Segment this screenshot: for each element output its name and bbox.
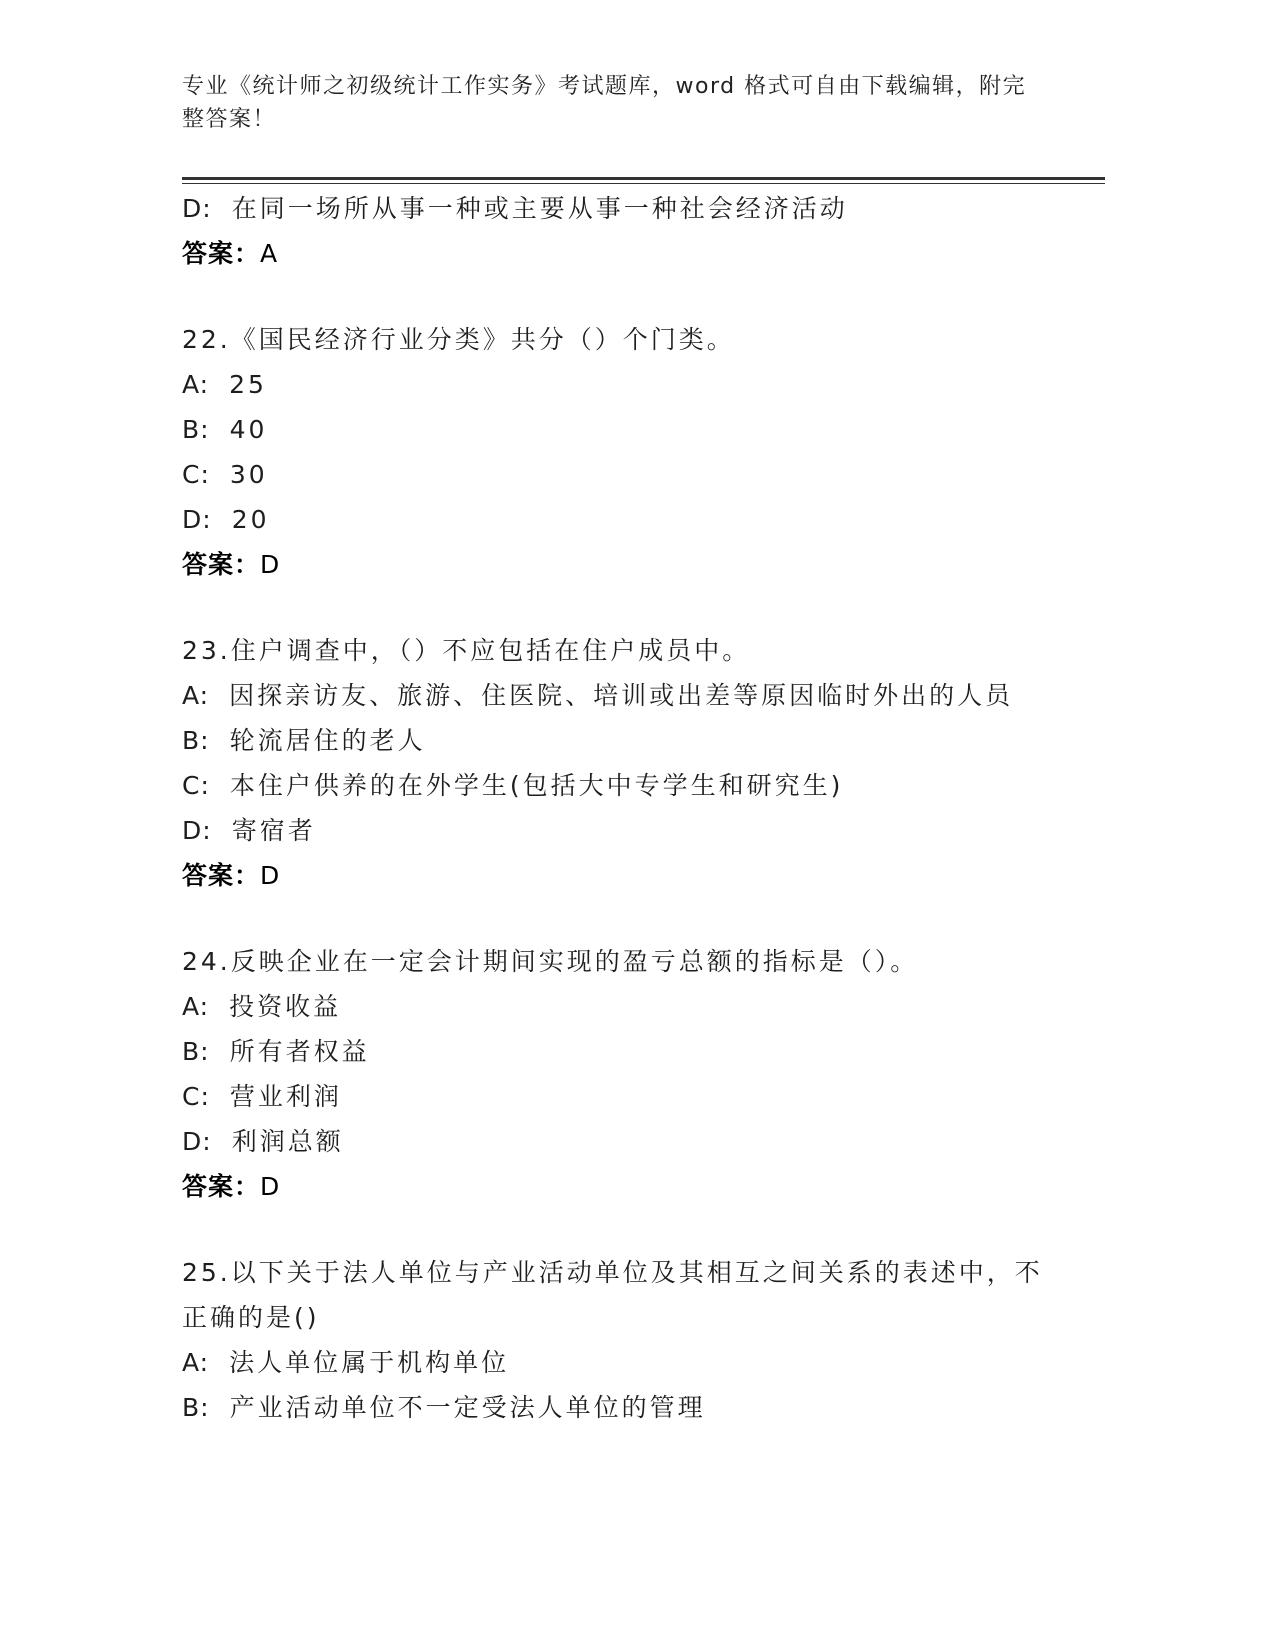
option-text: 营业利润 — [229, 1082, 342, 1111]
option-text: 20 — [231, 505, 270, 534]
question-22 — [182, 317, 1082, 587]
option-text: 寄宿者 — [231, 816, 316, 845]
option-a — [182, 673, 1082, 718]
option-d — [182, 186, 1082, 231]
question-list — [182, 186, 1082, 1430]
answer-label: 答案： — [182, 550, 261, 579]
answer — [182, 542, 1082, 587]
option-text: 因探亲访友、旅游、住医院、培训或出差等原因临时外出的人员 — [229, 681, 1014, 710]
option-text: 产业活动单位不一定受法人单位的管理 — [229, 1393, 706, 1422]
header-rule-thick — [182, 177, 1105, 180]
document-header — [182, 70, 1042, 136]
option-text: 轮流居住的老人 — [229, 726, 426, 755]
answer-value: D — [260, 1172, 281, 1201]
option-c — [182, 763, 1082, 808]
answer-value: D — [260, 861, 281, 890]
header-rule-thin — [182, 183, 1105, 184]
answer-value: A — [260, 239, 279, 268]
option-key: B: — [182, 726, 210, 755]
question-24 — [182, 939, 1082, 1209]
option-key: D: — [182, 505, 212, 534]
option-key: C: — [182, 1082, 210, 1111]
option-text: 本住户供养的在外学生(包括大中专学生和研究生) — [229, 771, 844, 800]
header-line-2: 整答案！ — [182, 107, 277, 132]
question-stem: 24.反映企业在一定会计期间实现的盈亏总额的指标是（）。 — [182, 947, 919, 976]
option-d — [182, 497, 1082, 542]
option-text: 投资收益 — [229, 992, 342, 1021]
option-key: A: — [182, 370, 210, 399]
answer-label: 答案： — [182, 861, 261, 890]
question-23 — [182, 628, 1082, 898]
option-b — [182, 1029, 1082, 1074]
answer — [182, 853, 1082, 898]
option-text: 法人单位属于机构单位 — [229, 1348, 510, 1377]
option-text: 所有者权益 — [229, 1037, 370, 1066]
option-c — [182, 1074, 1082, 1119]
option-key: C: — [182, 460, 210, 489]
option-text: 25 — [229, 370, 267, 399]
answer-value: D — [260, 550, 281, 579]
option-text: 利润总额 — [231, 1127, 344, 1156]
answer-label: 答案： — [182, 239, 261, 268]
question-stem: 22.《国民经济行业分类》共分（）个门类。 — [182, 325, 735, 354]
option-b — [182, 1385, 1082, 1430]
option-a — [182, 362, 1082, 407]
option-key: A: — [182, 681, 210, 710]
option-c — [182, 452, 1082, 497]
option-key: D: — [182, 194, 212, 223]
option-d — [182, 808, 1082, 853]
option-key: C: — [182, 771, 210, 800]
question-stem: 23.住户调查中，（）不应包括在住户成员中。 — [182, 636, 751, 665]
option-key: A: — [182, 992, 210, 1021]
option-text: 40 — [229, 415, 268, 444]
header-line-1: 专业《统计师之初级统计工作实务》考试题库，word 格式可自由下载编辑，附完 — [182, 74, 1027, 99]
question-stem-line-1: 25.以下关于法人单位与产业活动单位及其相互之间关系的表述中，不 — [182, 1258, 1043, 1287]
answer-label: 答案： — [182, 1172, 261, 1201]
option-key: D: — [182, 816, 212, 845]
option-b — [182, 718, 1082, 763]
option-a — [182, 1340, 1082, 1385]
question-21-partial — [182, 186, 1082, 276]
option-key: D: — [182, 1127, 212, 1156]
option-key: B: — [182, 415, 210, 444]
option-a — [182, 984, 1082, 1029]
question-stem-line-2: 正确的是() — [182, 1303, 320, 1332]
answer — [182, 1164, 1082, 1209]
option-key: B: — [182, 1393, 210, 1422]
option-text: 在同一场所从事一种或主要从事一种社会经济活动 — [231, 194, 848, 223]
option-key: A: — [182, 1348, 210, 1377]
option-d — [182, 1119, 1082, 1164]
option-key: B: — [182, 1037, 210, 1066]
answer — [182, 231, 1082, 276]
question-25 — [182, 1250, 1082, 1430]
option-text: 30 — [229, 460, 268, 489]
option-b — [182, 407, 1082, 452]
